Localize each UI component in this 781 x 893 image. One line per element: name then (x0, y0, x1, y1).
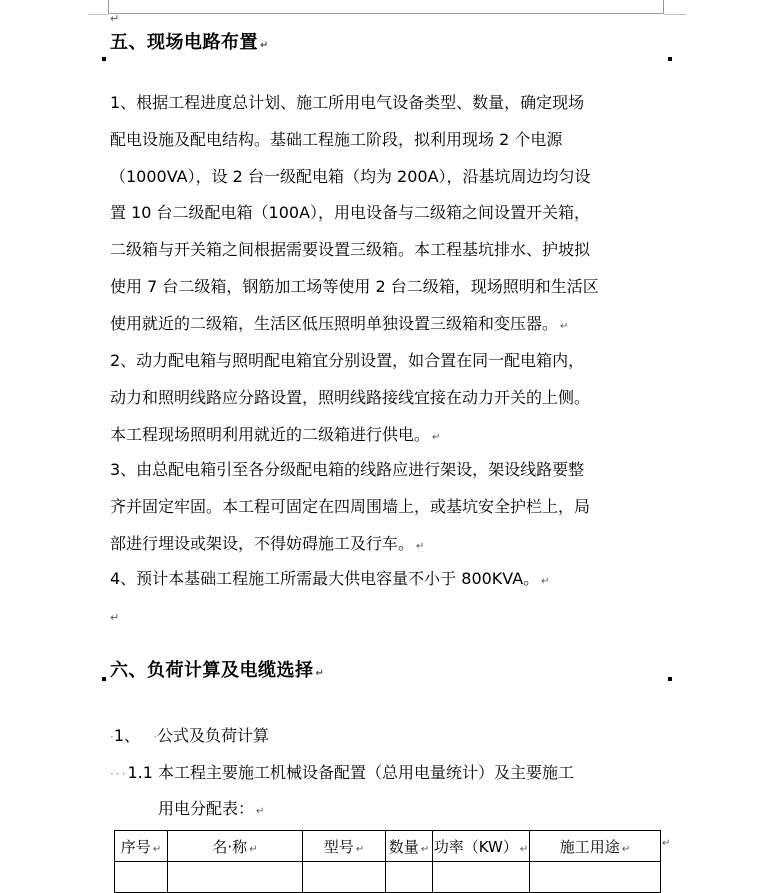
format-dots-icon: ··· (110, 767, 128, 781)
paragraph-mark-icon: ↵ (260, 40, 269, 51)
list-item-1-1: ···1.1 本工程主要施工机械设备配置（总用电量统计）及主要施工 (110, 763, 574, 782)
text-line-last: 4、预计本基础工程施工所需最大供电容量不小于 800KVA。 ↵ (110, 569, 550, 588)
header-cell-index: 序号 ↵ (115, 831, 168, 862)
paragraph-mark-icon: ↵ (315, 668, 325, 679)
text-line: 2、动力配电箱与照明配电箱宜分别设置，如合置在同一配电箱内， (110, 351, 585, 370)
paragraph-mark-icon: ↵ (432, 431, 441, 443)
text-line: （1000VA），设 2 台一级配电箱（均为 200A），沿基坑周边均匀设 (110, 166, 591, 186)
header-cell-usage: 施工用途 ↵ (530, 831, 661, 862)
paragraph-mark-icon: ↵ (416, 540, 425, 552)
header-cell-model: 型号 ↵ (303, 831, 386, 862)
text-line: 置 10 台二级配电箱（100A），用电设备与二级箱之间设置开关箱， (110, 203, 591, 223)
text-line: 二级箱与开关箱之间根据需要设置三级箱。本工程基坑排水、护坡拟 (110, 240, 591, 260)
paragraph-1 (110, 85, 670, 346)
format-dot-icon: · (110, 730, 114, 744)
crop-mark-right (664, 14, 686, 15)
section-5-heading: 五、现场电路布置 ↵ (110, 32, 269, 53)
page-top-border (108, 0, 664, 14)
heading-bullet-mark-left (102, 57, 106, 61)
row-end-mark-icon: ↵ (662, 838, 671, 849)
text-line-last: 部进行埋设或架设，不得妨碍施工及行车。 ↵ (110, 533, 425, 553)
table-row (115, 862, 661, 893)
equipment-table (114, 830, 661, 893)
text-line: 使用 7 台二级箱，钢筋加工场等使用 2 台二级箱，现场照明和生活区 (110, 276, 599, 296)
format-dot-icon: · (153, 730, 157, 744)
text-line: 动力和照明线路应分路设置，照明线路接线宜接在动力开关的上侧。 (110, 387, 591, 407)
paragraph-4 (110, 561, 670, 601)
paragraph-mark-icon: ↵ (560, 320, 569, 332)
paragraph-mark-icon: ↵ (256, 806, 265, 817)
paragraph-3 (110, 452, 670, 565)
heading-bullet-mark-left (102, 677, 106, 681)
header-cell-quantity: 数量 ↵ (386, 831, 433, 862)
paragraph-mark-icon: ↵ (110, 12, 120, 25)
text-line-last: 本工程现场照明利用就近的二级箱进行供电。 ↵ (110, 424, 441, 444)
text-line: 配电设施及配电结构。基础工程施工阶段，拟利用现场 2 个电源 (110, 129, 563, 149)
list-item-1-1-continuation: 用电分配表： ↵ (158, 799, 265, 818)
text-line: 1、根据工程进度总计划、施工所用电气设备类型、数量，确定现场 (110, 93, 585, 112)
header-cell-name: 名·称 ↵ (168, 831, 303, 862)
paragraph-mark-icon: ↵ (541, 576, 550, 587)
paragraph-mark-icon: ↵ (110, 611, 120, 624)
text-line: 齐并固定牢固。本工程可固定在四周围墙上，或基坑安全护栏上，局 (110, 496, 591, 516)
crop-mark-left (88, 14, 108, 15)
header-cell-power: 功率（KW） ↵ (433, 831, 530, 862)
section-6-heading: 六、负荷计算及电缆选择 ↵ (110, 660, 325, 681)
text-line-last: 使用就近的二级箱，生活区低压照明单独设置三级箱和变压器。 ↵ (110, 313, 569, 333)
paragraph-2 (110, 343, 670, 456)
text-line: 3、由总配电箱引至各分级配电箱的线路应进行架设，架设线路要整 (110, 460, 585, 479)
heading-bullet-mark-right (668, 677, 672, 681)
heading-bullet-mark-right (668, 57, 672, 61)
list-item-1: ·1、 ·公式及负荷计算 (110, 726, 269, 745)
table-header-row (115, 831, 661, 862)
